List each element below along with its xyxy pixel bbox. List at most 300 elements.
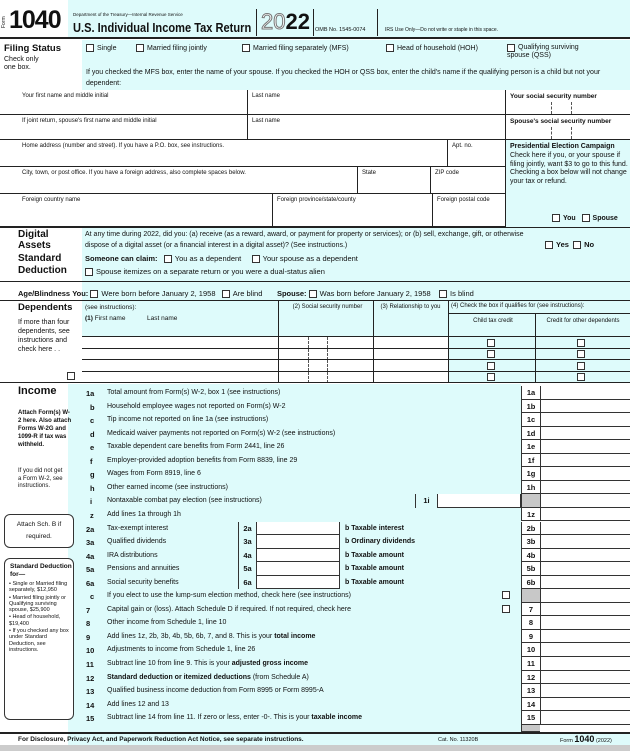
zip-field[interactable] [430,167,505,194]
line-box-label: 1z [521,508,540,522]
line-amount-input[interactable] [540,535,630,549]
line-text-bold: adjusted gross income [231,660,309,667]
dependents-heading: Dependents [18,302,73,313]
sub-amount-input[interactable] [256,522,340,536]
line-text [107,497,262,504]
field-label: Apt. no. [452,143,473,149]
line-box-label: 15 [521,711,540,725]
line-text [107,687,324,694]
sub-amount-input[interactable] [256,549,340,563]
dependent-name-input[interactable] [82,349,278,360]
you-blind-label: Are blind [232,289,263,298]
line-text-main: Wages from Form 8919, line 6 [107,470,201,478]
line-box-label: 6b [521,576,540,590]
line-text [107,633,315,640]
line-amount-input[interactable] [540,454,630,468]
sub-amount-input[interactable] [256,562,340,576]
filing-status-label: Qualifying surviving spouse (QSS) [507,44,579,59]
line-amount-input[interactable] [540,386,630,400]
line-text-main: Other earned income (see instructions) [107,483,228,491]
line-box-label: 1b [521,400,540,414]
line-amount-input[interactable] [540,589,630,603]
line-amount-input[interactable] [540,643,630,657]
footer-year: (2022) [595,738,612,744]
line-text-main: Qualified dividends [107,538,167,546]
filing-status-label: Single [97,44,117,52]
dependent-ssn-input[interactable] [278,337,373,348]
filing-status-option[interactable] [86,44,116,52]
dependent-relationship-input[interactable] [373,337,448,348]
line-amount-input[interactable] [540,616,630,630]
spouse-blind-label: Is blind [450,289,474,298]
year-bold: 22 [285,9,310,34]
pec-you-label: You [563,214,576,222]
line-number: 11 [86,660,94,669]
col1-number: (1) [85,315,93,322]
digital-assets-question: At any time during 2022, did you: (a) receive (as a reward, award, or payment for property or services); or (b) sell, exchange, gift, or otherwise dispose of a digital asset (or a financial interest in a digital asset)? (See instructions.) [85,231,524,249]
dependent-row [82,359,630,371]
line-amount-input[interactable] [540,711,630,725]
foreign-postal-field[interactable] [432,194,505,227]
pec-checkboxes [552,214,618,222]
city-field[interactable] [0,167,357,194]
line-number: 15 [86,714,95,724]
line-text [107,525,168,532]
line-text-bold: total income [274,632,316,640]
spouse-born-label: Was born before January 2, 1958 [319,289,431,298]
dependent-relationship-input[interactable] [373,372,448,383]
form-number: 1040 [9,6,61,34]
line-box-label: 1d [521,427,540,441]
line-text [107,484,228,491]
filing-status-option[interactable] [242,44,349,52]
inner-amount-input[interactable] [437,494,521,508]
pec-you-checkbox[interactable] [552,214,560,222]
year-light: 20 [261,9,286,34]
line-text-main: Add lines 1z, 2b, 3b, 4b, 5b, 6b, 7, and 8. This is your [107,632,275,640]
line-number: 3a [86,538,95,548]
filing-status-label: Head of household (HOH) [397,44,478,52]
dependent-row [82,371,630,383]
line-box-label: 12 [521,671,540,685]
ssn-divider [308,337,309,348]
line-box-label: 11 [521,657,540,671]
home-address-field[interactable] [0,140,447,167]
no-w2-note: If you did not get a Form W-2, see instructions. [18,468,63,489]
col4-header: (4) Check the box if qualifies for (see instructions): [451,303,585,309]
dependent-row [82,336,630,348]
col1-first-name: First name [94,315,126,322]
line-amount-input[interactable] [540,630,630,644]
department: Department of the Treasury—Internal Revenue Service [73,12,183,17]
footer-notice: For Disclosure, Privacy Act, and Paperwork Reduction Act Notice, see separate instructions. [18,736,304,743]
filing-status-option[interactable] [507,44,602,60]
inner-box-label: 1i [415,494,437,508]
std-deduction-item: • Head of household, $19,400 [9,614,61,627]
filing-status-note: Check only one box. [4,56,39,71]
line-text-main: Nontaxable combat pay election (see instructions) [107,497,262,505]
ssn-divider [308,349,309,360]
line-text-main: Adjustments to income from Schedule 1, line 26 [107,646,256,654]
filing-status-heading: Filing Status [4,43,61,54]
line-text-main: Tax-exempt interest [107,524,169,532]
more-dependents-checkbox[interactable] [67,372,75,380]
b-label: b Ordinary dividends [345,538,416,546]
line-box-label: 4b [521,549,540,563]
line-box-label [521,589,540,603]
line-text-main: Medicaid waiver payments not reported on Form(s) W-2 (see instructions) [107,429,336,437]
ssn-divider [327,360,328,371]
line-box-label: 1c [521,413,540,427]
filing-status-option[interactable] [386,44,478,52]
you-label: You: [72,289,89,298]
line-amount-input[interactable] [540,413,630,427]
line-box-label: 10 [521,643,540,657]
col4b-header: Credit for other dependents [546,318,620,324]
line-number: 6a [86,578,95,588]
line-text [107,430,335,437]
line-text-main: Qualified business income deduction from Form 8995 or Form 8995-A [107,687,324,695]
line-number: 9 [86,632,91,642]
std-deduction-heading-1: Standard [18,253,62,264]
filing-status-checkbox[interactable] [242,44,250,52]
line-number: i [90,497,93,507]
line-box-label [521,494,540,508]
field-label: State [362,170,377,176]
field-label: Foreign country name [22,197,81,203]
irs-use-only: IRS Use Only—Do not write or staple in this space. [385,27,499,33]
line-number: h [90,483,95,493]
filing-status-checkbox[interactable] [507,44,515,52]
spouse-born-checkbox[interactable] [309,290,317,298]
b-label: b Taxable interest [345,524,405,532]
ssn-divider [327,372,328,383]
sub-box-label: 4a [238,549,256,563]
b-label: b Taxable amount [345,578,404,586]
you-dependent-label: You as a dependent [174,254,242,263]
ssn-divider [571,102,572,114]
dependents-see: (see instructions): [85,304,137,311]
line-text-main: Subtract line 14 from line 11. If zero or less, enter -0-. This is your [107,714,312,722]
other-dependents-credit-checkbox[interactable] [577,339,585,347]
line-text [107,443,284,450]
line-amount-input[interactable] [540,508,630,522]
dependent-row [82,348,630,360]
footer-form-number: 1040 [574,734,595,744]
line-text-main: Social security benefits [107,578,179,586]
line-number: f [90,456,93,466]
field-label: Last name [252,93,281,99]
dependent-name-input[interactable] [82,372,278,383]
ssn-divider [551,102,552,114]
income-heading: Income [18,385,57,397]
line-text [107,701,169,708]
col1-last-name: Last name [147,315,178,322]
attach-sch-b-note: Attach Sch. B if required. [16,521,62,540]
digital-assets-heading-2: Assets [18,240,51,251]
b-label: b Taxable amount [345,565,404,573]
line-text-bold: Standard deduction or itemized deductions [107,673,251,681]
line-text [107,606,351,613]
line-text-main: IRA distributions [107,551,158,559]
line-text [107,579,179,586]
line-text [107,552,158,559]
field-label: Your first name and middle initial [22,93,109,99]
field-label: If joint return, spouse's first name and middle initial [22,118,157,124]
line-amount-input[interactable] [540,576,630,590]
line-box-label: 1a [521,386,540,400]
filing-status-label: Married filing jointly [147,44,207,52]
spouse-dependent-checkbox[interactable] [252,255,260,263]
line-number: e [90,443,95,453]
line-box-label: 3b [521,535,540,549]
filing-status-option[interactable] [136,44,207,52]
line-text-main: Other income from Schedule 1, line 10 [107,619,227,627]
line-amount-input[interactable] [540,494,630,508]
line-number: 5a [86,565,95,575]
line-text-main: Capital gain or (loss). Attach Schedule D if required. If not required, check here [107,605,351,613]
line-text-main: Taxable dependent care benefits from Form 2441, line 26 [107,443,285,451]
digital-assets-yes-checkbox[interactable] [545,241,553,249]
digital-assets-heading-1: Digital [18,229,49,240]
dependent-ssn-input[interactable] [278,372,373,383]
form-title: U.S. Individual Income Tax Return [73,20,252,35]
line-box-label: 14 [521,698,540,712]
col2-header: (2) Social security number [292,304,363,310]
line-amount-input[interactable] [540,467,630,481]
filing-status-label: Married filing separately (MFS) [253,44,349,52]
sub-box-label: 6a [238,576,256,590]
line-text-main: If you elect to use the lump-sum election method, check here (see instructions) [107,592,351,600]
omb-number: OMB No. 1545-0074 [315,27,366,33]
spouse-itemizes-label: Spouse itemizes on a separate return or you were a dual-status alien [96,267,325,276]
dependent-name-input[interactable] [82,360,278,371]
line-box-label: 1g [521,467,540,481]
filing-status-checkbox[interactable] [86,44,94,52]
field-label: ZIP code [435,170,459,176]
you-blind-checkbox[interactable] [222,290,230,298]
foreign-country-field[interactable] [0,194,272,227]
dependent-relationship-input[interactable] [373,349,448,360]
sub-amount-input[interactable] [256,535,340,549]
line-number: 2a [86,524,95,534]
you-born-checkbox[interactable] [90,290,98,298]
line-text [107,660,308,667]
last-name-field[interactable] [247,90,505,115]
dependent-name-input[interactable] [82,337,278,348]
std-deduction-item: • If you checked any box under Standard Deduction, see instructions. [9,628,69,653]
digital-assets-no-checkbox[interactable] [573,241,581,249]
std-deduction-item: • Single or Married filing separately, $12,950 [9,581,68,594]
you-born-label: Were born before January 2, 1958 [101,289,216,298]
ssn-field[interactable] [505,90,630,115]
dependent-relationship-input[interactable] [373,360,448,371]
line-amount-input[interactable] [540,657,630,671]
spouse-first-name-field[interactable] [0,115,247,140]
line-amount-input[interactable] [540,440,630,454]
apt-field[interactable] [447,140,505,167]
line-number: 7 [86,605,91,615]
line-amount-input[interactable] [540,562,630,576]
line-number: b [90,402,95,412]
sub-box-label: 5a [238,562,256,576]
ssn-divider [308,372,309,383]
filing-status-checkbox[interactable] [386,44,394,52]
line-amount-input[interactable] [540,481,630,495]
line-amount-input[interactable] [540,522,630,536]
pec-text: Check here if you, or your spouse if filing jointly, want $3 to go to this fund. Checking a box below will not change your tax or refund. [510,152,628,185]
spouse-label: Spouse: [276,289,307,298]
line-amount-input[interactable] [540,549,630,563]
other-dependents-credit-checkbox[interactable] [577,350,585,358]
footer-form-label: Form [560,738,573,744]
line-amount-input[interactable] [540,427,630,441]
line-text [107,470,201,477]
bottom-strip [0,745,630,751]
child-tax-credit-checkbox[interactable] [487,350,495,358]
dependent-ssn-input[interactable] [278,360,373,371]
ssn-divider [327,337,328,348]
field-label: Foreign province/state/county [277,197,356,203]
field-label: City, town, or post office. If you have a foreign address, also complete spaces below. [22,170,246,176]
spouse-ssn-field[interactable] [505,115,630,140]
field-label: Foreign postal code [437,197,490,203]
child-tax-credit-checkbox[interactable] [487,339,495,347]
filing-status-checkbox[interactable] [136,44,144,52]
line-number: d [90,429,95,439]
line-amount-input[interactable] [540,671,630,685]
other-dependents-credit-checkbox[interactable] [577,373,585,381]
line-text [107,592,351,599]
line-checkbox[interactable] [502,605,510,613]
ssn-divider [571,127,572,139]
sub-box-label: 3a [238,535,256,549]
line-text [107,646,255,653]
pec-spouse-label: Spouse [592,214,618,222]
spouse-last-name-field[interactable] [247,115,505,140]
line-number: c [90,416,95,426]
line-text [107,619,226,626]
field-label: Last name [252,118,281,124]
age-blindness-heading: Age/Blindness [18,289,71,298]
line-number: 13 [86,687,95,697]
line-text-main: Pensions and annuities [107,565,180,573]
shaded-cell [521,725,540,732]
first-name-field[interactable] [0,90,247,115]
line-box-label: 2b [521,522,540,536]
you-dependent-checkbox[interactable] [164,255,172,263]
dependent-ssn-input[interactable] [278,349,373,360]
line-box-label: 1h [521,481,540,495]
line-text-main: Tip income not reported on line 1a (see instructions) [107,416,269,424]
std-deduction-heading-2: Deduction [18,265,67,276]
field-label: Home address (number and street). If you have a P.O. box, see instructions. [22,143,224,149]
line-number: 4a [86,551,95,561]
child-tax-credit-checkbox[interactable] [487,362,495,370]
state-field[interactable] [357,167,430,194]
line-box-label: 5b [521,562,540,576]
line-text-main: Household employee wages not reported on Form(s) W-2 [107,402,286,410]
line-box-label: 1f [521,454,540,468]
field-label: Your social security number [510,93,597,100]
line-text-main: Add lines 12 and 13 [107,700,169,708]
line-text-bold: taxable income [311,714,362,722]
line-number: 8 [86,619,91,629]
someone-can-claim: Someone can claim: [85,254,158,263]
line-box-label: 1e [521,440,540,454]
line-box-label: 13 [521,684,540,698]
line-text [107,565,179,572]
dependents-side-note: If more than four dependents, see instructions and check here . . [18,319,70,353]
std-box-title: Standard Deduction for— [10,563,72,578]
spouse-dependent-label: Your spouse as a dependent [262,254,358,263]
pec-title: Presidential Election Campaign [510,143,615,150]
foreign-province-field[interactable] [272,194,432,227]
line-number: 12 [86,673,95,683]
line-text [107,674,309,681]
line-text [107,416,268,423]
line-number: c [90,592,95,602]
sub-amount-input[interactable] [256,576,340,590]
yes-label: Yes [556,240,569,249]
ssn-divider [327,349,328,360]
line-amount-input[interactable] [540,603,630,617]
ssn-divider [551,127,552,139]
b-label: b Taxable amount [345,551,404,559]
col3-header: (3) Relationship to you [380,304,441,310]
line-amount-input[interactable] [540,684,630,698]
line-number: g [90,470,95,480]
line-text-main: Total amount from Form(s) W-2, box 1 (see instructions) [107,389,281,396]
line-text-main: (from Schedule A) [250,673,309,681]
line-number: 14 [86,700,95,710]
form-word: Form [1,16,7,28]
attach-w2-note: Attach Form(s) W-2 here. Also attach Forms W-2G and 1099-R if tax was withheld. [18,410,72,448]
line-text-main: Add lines 1a through 1h [107,510,181,518]
line-number: z [90,510,94,520]
line-text [107,403,285,410]
line-text [107,457,297,464]
line-amount-input[interactable] [540,400,630,414]
other-dependents-credit-checkbox[interactable] [577,362,585,370]
catalog-number: Cat. No. 11320B [438,737,479,743]
no-label: No [584,240,595,249]
line-number: 10 [86,646,95,656]
spouse-blind-checkbox[interactable] [439,290,447,298]
line-number: 1a [86,389,95,398]
line-text-main: Employer-provided adoption benefits from Form 8839, line 29 [107,456,298,464]
line-checkbox[interactable] [502,591,510,599]
col4a-header: Child tax credit [473,318,513,324]
spouse-itemizes-checkbox[interactable] [85,268,93,276]
line-text-main: Subtract line 10 from line 9. This is your [107,660,232,667]
child-tax-credit-checkbox[interactable] [487,373,495,381]
presidential-campaign [505,140,630,227]
filing-status-instruction: If you checked the MFS box, enter the name of your spouse. If you checked the HOH or QSS box, enter the child's name if the qualifying person is a child but not your dependent: [86,69,601,87]
line-text [107,511,181,518]
ssn-divider [308,360,309,371]
pec-spouse-checkbox[interactable] [582,214,590,222]
sub-box-label: 2a [238,522,256,536]
std-deduction-item: • Married filing jointly or Qualifying surviving spouse, $25,900 [9,594,66,614]
line-box-label: 7 [521,603,540,617]
line-amount-input[interactable] [540,698,630,712]
line-text [107,538,166,545]
line-text [107,714,362,721]
line-box-label: 9 [521,630,540,644]
field-label: Spouse's social security number [510,118,612,125]
line-box-label: 8 [521,616,540,630]
